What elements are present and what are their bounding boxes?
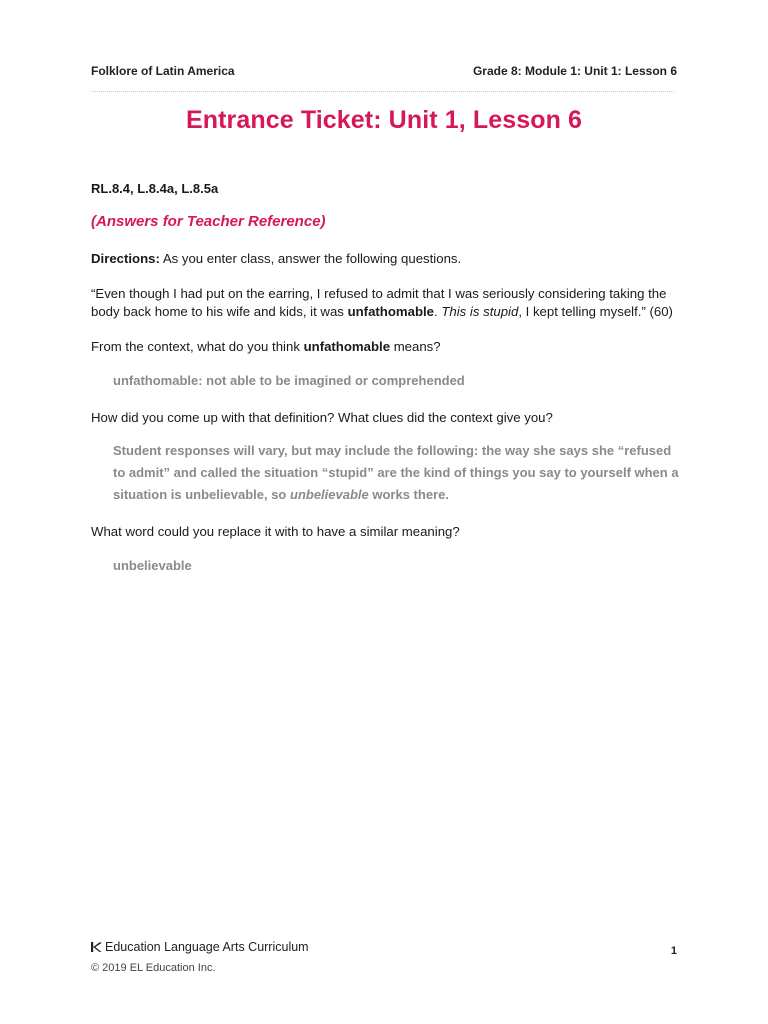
- el-logo-icon: [91, 941, 102, 953]
- document-body: [91, 180, 683, 577]
- footer-copyright: © 2019 EL Education Inc.: [91, 962, 216, 974]
- header-module-title: Folklore of Latin America: [91, 64, 235, 78]
- answer-2-text-1: Student responses will vary, but may include the following: the way she says she “refused to admit” and called the situation “stupid” are the kind of things you say to yourself when a situation is unbelievable, so: [113, 443, 679, 502]
- question-3: What word could you replace it with to have a similar meaning?: [91, 524, 460, 539]
- footer-brand-text: Education Language Arts Curriculum: [105, 940, 309, 954]
- answer-2-text-2: works there.: [368, 487, 449, 502]
- answer-1: unfathomable: not able to be imagined or comprehended: [113, 373, 465, 388]
- page-title: Entrance Ticket: Unit 1, Lesson 6: [185, 106, 582, 134]
- quote-text-3: , I kept telling myself.” (60): [518, 304, 673, 319]
- quote-italic: This is stupid: [441, 304, 519, 319]
- quote-text-2: .: [434, 304, 442, 319]
- quote-text-1: “Even though I had put on the earring, I refused to admit that I was seriously considering taking the body back home to his wife and kids, it was: [91, 286, 667, 319]
- question-2: How did you come up with that definition? What clues did the context give you?: [91, 410, 553, 425]
- question-1-text-2: means?: [390, 339, 441, 354]
- answer-3: unbelievable: [113, 558, 192, 573]
- page-header: [91, 64, 677, 78]
- answer-2: [91, 440, 683, 506]
- question-1: [91, 338, 683, 356]
- directions-text: As you enter class, answer the following questions.: [159, 251, 462, 266]
- directions-paragraph: [91, 250, 683, 268]
- header-lesson-info: Grade 8: Module 1: Unit 1: Lesson 6: [472, 64, 677, 78]
- question-1-term: unfathomable: [303, 339, 391, 354]
- header-divider: [91, 91, 674, 92]
- quote-term: unfathomable: [347, 304, 435, 319]
- teacher-reference-note: (Answers for Teacher Reference): [91, 213, 326, 230]
- quote-paragraph: [91, 285, 683, 321]
- footer-brand: [91, 940, 309, 954]
- page-number: 1: [670, 945, 677, 957]
- directions-label: Directions:: [91, 251, 160, 266]
- answer-2-italic: unbelievable: [290, 487, 369, 502]
- standards-line: RL.8.4, L.8.4a, L.8.5a: [91, 181, 219, 196]
- question-1-text-1: From the context, what do you think: [91, 339, 304, 354]
